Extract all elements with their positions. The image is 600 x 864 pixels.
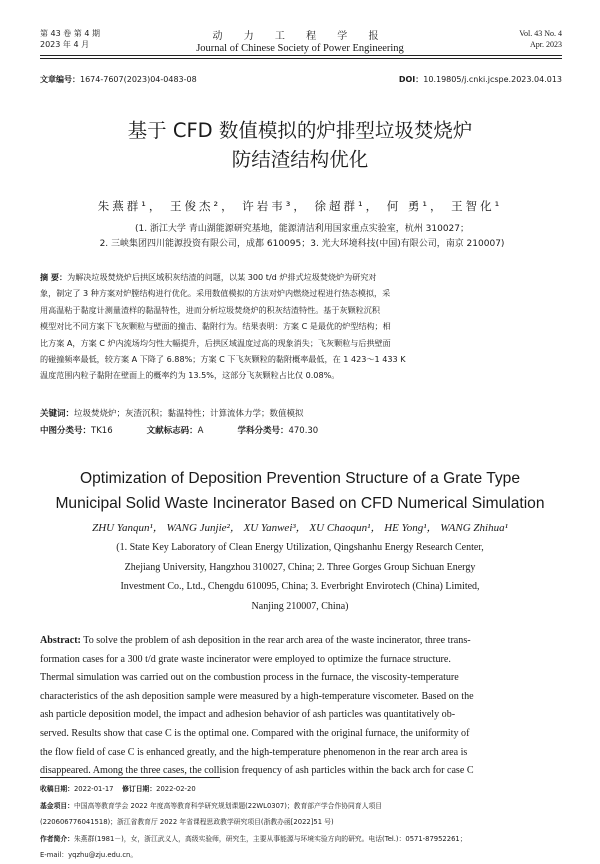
header-volume-en (519, 28, 562, 50)
author-bio-label: 作者简介： (40, 834, 74, 843)
clc-value: TK16 (91, 426, 113, 436)
doc-code-value: A (197, 426, 204, 436)
abstract-en-line: ash particle deposition model, the impact and adhesion behavior of ash particles was quantitatively ob- (40, 709, 456, 721)
abstract-en-line: served. Results show that case C is the optimal one. Compared with the original furnace, the uniformity of (40, 727, 470, 739)
volume-cn: 第 43 卷 第 4 期 (40, 29, 100, 38)
title-en-line1: Optimization of Deposition Prevention Structure of a Grate Type (79, 470, 521, 487)
journal-name-en: Journal of Chinese Society of Power Engineering (196, 43, 404, 54)
affiliation-en (70, 538, 530, 616)
fund-label: 基金项目： (40, 801, 74, 810)
authors-en: ZHU Yanqun¹， WANG Junjie²， XU Yanwei³， XU Chaoqun¹， HE Yong¹， WANG Zhihua¹ (92, 522, 508, 534)
revised-date: 2022-02-20 (156, 785, 196, 793)
affiliation-cn-line1: (1. 浙江大学 青山湖能源研究基地，能源清洁利用国家重点实验室，杭州 310027； (134, 224, 470, 234)
abstract-cn-line: 的碰撞频率最低，较方案 A 下降了 6.88%；方案 C 下飞灰颗粒的黏附概率最低，在 1 423～1 433 K (40, 354, 406, 365)
date-cn: 2023 年 4 月 (40, 40, 90, 49)
affiliation-en-line: Nanjing 210007, China) (251, 600, 349, 612)
subject-value: 470.30 (288, 426, 319, 436)
keywords-cn-label: 关键词： (40, 409, 75, 419)
affiliation-en-line: Investment Co., Ltd., Chengdu 610095, China; 3. Everbright Envirotech (China) Limited, (120, 581, 480, 592)
doi-value[interactable]: 10.19805/j.cnki.jcspe.2023.04.013 (423, 75, 562, 84)
received-label: 收稿日期： (40, 785, 74, 793)
article-number (40, 74, 197, 85)
footnotes (40, 781, 562, 864)
author-bio-text: 朱燕群(1981－)，女，浙江武义人，高级实验师，研究生，主要从事能源与环境实验方向的研究。电话(Tel.)：0571-87952261； (73, 834, 467, 843)
affiliation-en-line: Zhejiang University, Hangzhou 310027, China; 2. Three Gorges Group Sichuan Energy (124, 561, 476, 573)
title-cn-line2: 防结渣结构优化 (231, 148, 369, 171)
received-dates (40, 781, 562, 798)
abstract-en-line: formation cases for a 300 t/d grate waste incinerator were employed to optimize the furnace structure. (40, 653, 451, 665)
abstract-en-line: To solve the problem of ash deposition in the rear arch area of the waste incinerator, three trans- (83, 635, 471, 646)
keywords-cn-text: 垃圾焚烧炉；灰渣沉积；黏温特性；计算流体力学；数值模拟 (74, 409, 304, 419)
title-en (50, 466, 550, 516)
fund-text: 中国高等教育学会 2022 年度高等教育科学研究规划课题(22WL0307)；教育部产学合作协同育人项目 (73, 801, 383, 810)
received-date: 2022-01-17 (73, 785, 114, 793)
clc-label: 中图分类号： (40, 426, 92, 436)
abstract-en-line: disappeared. Among the three cases, the collision frequency of ash particles within the back arch for case C (40, 765, 474, 777)
author-bio (40, 831, 562, 848)
abstract-cn-line: 为解决垃圾焚烧炉后拱区域积灰结渣的问题，以某 300 t/d 炉排式垃圾焚烧炉为研究对 (67, 272, 377, 282)
author-email[interactable]: E-mail：yqzhu@zju.edu.cn。 (40, 851, 138, 860)
affiliation-cn (48, 222, 556, 252)
abstract-cn-label: 摘 要： (40, 272, 68, 282)
fund-text-2: (220606776041518)；浙江省教育厅 2022 年省课程思政教学研究项目(浙教办函[2022]51 号) (40, 818, 334, 827)
header-rule-bottom (40, 58, 562, 59)
journal-masthead (150, 27, 450, 54)
abstract-cn-line: 模型对比不同方案下飞灰颗粒与壁面的撞击、黏附行为。结果表明：方案 C 是最优的炉型结构；相 (40, 321, 391, 332)
article-number-label: 文章编号： (40, 75, 80, 84)
revised-label: 修订日期： (122, 785, 157, 793)
affiliation-cn-line2: 2. 三峡集团四川能源投资有限公司，成都 610095；3. 光大环境科技(中国)有限公司，南京 210007) (99, 239, 505, 249)
abstract-cn-line: 象，制定了 3 种方案对炉膛结构进行优化。采用数值模拟的方法对炉内燃烧过程进行热态模拟，采 (40, 288, 391, 299)
abstract-en-line: Thermal simulation was carried out on the combustion process in the furnace, the viscosity-temperature (40, 672, 459, 684)
journal-name-cn: 动 力 工 程 学 报 (212, 31, 388, 42)
abstract-cn-line: 比方案 A，方案 C 炉内流场均匀性大幅提升，后拱区域温度过高的现象消失；飞灰颗粒与后拱壁面 (40, 337, 391, 348)
abstract-cn-line: 温度范围内粒子黏附在壁面上的概率约为 13.5%，这部分飞灰颗粒占比仅 0.08%。 (40, 370, 340, 381)
subject-label: 学科分类号： (237, 426, 289, 436)
affiliation-en-line: (1. State Key Laboratory of Clean Energy Utilization, Qingshanhu Energy Research Center, (116, 542, 484, 553)
header-volume-cn (40, 28, 100, 50)
fund-line (40, 798, 562, 815)
authors-cn: 朱燕群¹， 王俊杰²， 许岩韦³， 徐超群¹， 何 勇¹， 王智化¹ (97, 199, 503, 213)
header-rule-top (40, 55, 562, 56)
volume-en: Vol. 43 No. 4 (519, 29, 562, 38)
abstract-cn (40, 269, 566, 384)
classification-line (40, 424, 566, 436)
title-cn-line1: 基于 CFD 数值模拟的炉排型垃圾焚烧炉 (127, 119, 473, 142)
footnote-rule (40, 777, 220, 778)
abstract-en-line: the flow field of case C is enhanced greatly, and the high-temperature phenomenon in the rear arch area is (40, 746, 468, 758)
abstract-cn-line: 用高温粘于黏度计测量渣样的黏温特性，进而分析垃圾焚烧炉的积灰结渣特性。基于灰颗粒沉积 (40, 304, 380, 315)
abstract-en-label: Abstract: (40, 635, 81, 646)
abstract-en-line: characteristics of the ash deposition sample were measured by a high-temperature viscometer. Based on the (40, 690, 474, 702)
article-number-value: 1674-7607(2023)04-0483-08 (80, 75, 197, 84)
date-en: Apr. 2023 (530, 40, 562, 49)
doi-label: DOI： (398, 75, 424, 84)
doi (399, 74, 562, 85)
title-cn (60, 116, 540, 174)
abstract-en (40, 632, 562, 781)
title-en-line2: Municipal Solid Waste Incinerator Based on CFD Numerical Simulation (55, 495, 545, 512)
doc-code-label: 文献标志码： (146, 426, 198, 436)
keywords-cn (40, 407, 566, 419)
